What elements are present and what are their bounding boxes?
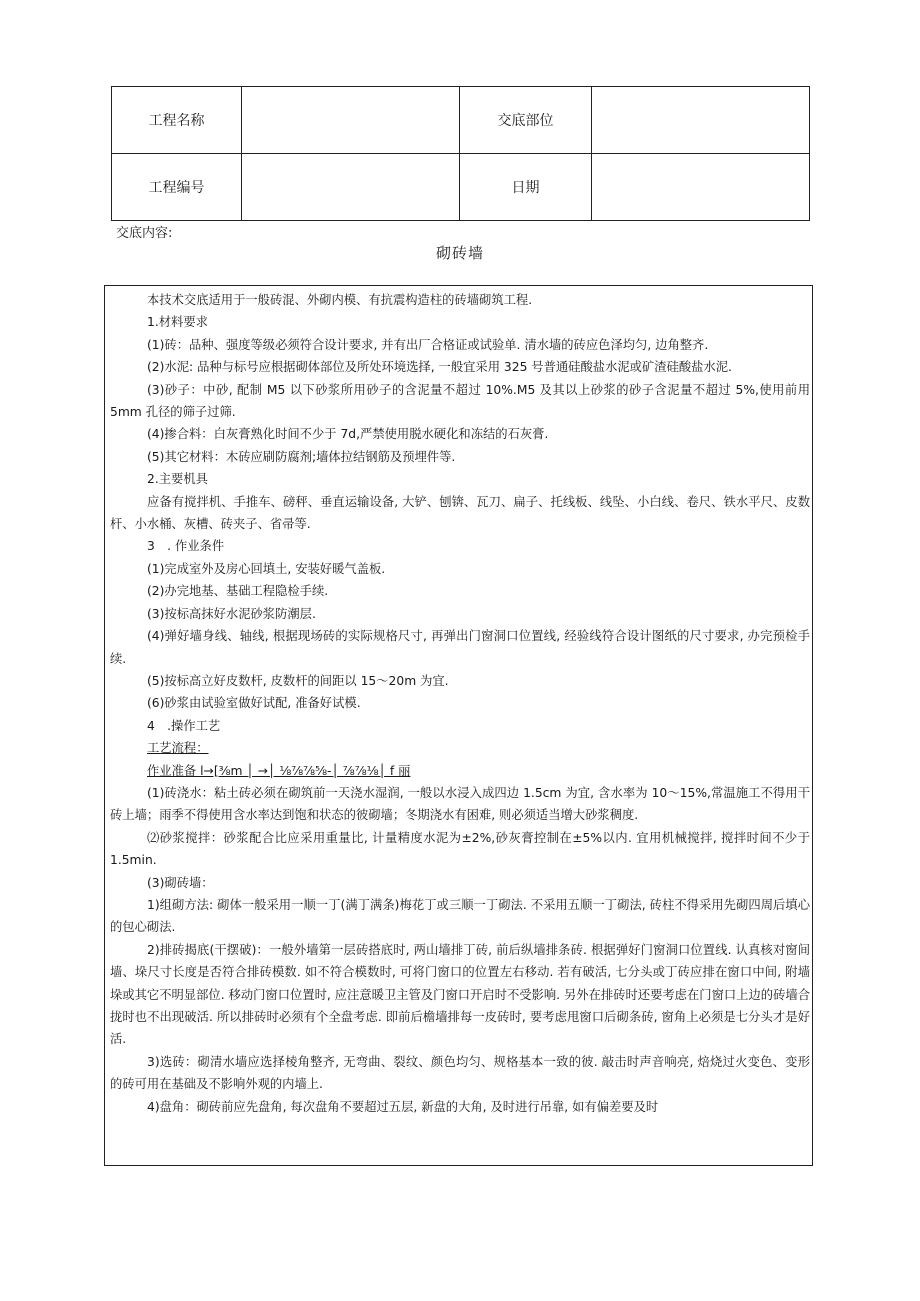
paragraph: (2)水泥: 品种与标号应根据砌体部位及所处环境选择, 一般宜采用 325 号普通硅酸盐水泥或矿渣硅酸盐水泥. xyxy=(147,360,732,375)
project-no-label: 工程编号 xyxy=(112,154,242,221)
process-flow-steps: 作业准备 l→[⅜m │ →│ ⅛⅞⅞⅝-│ ⅞⅞⅛│ f 丽 xyxy=(147,763,411,778)
paragraph: (6)砂浆由试验室做好试配, 准备好试模. xyxy=(147,696,361,711)
paragraph: (3)砂子：中砂, 配制 M5 以下砂浆所用砂子的含泥量不超过 10%.M5 及其以上砂浆的砂子含泥量不超过 5%,使用前用 5mm 孔径的筛子过筛. xyxy=(110,382,810,420)
paragraph: 应备有搅拌机、手推车、磅秤、垂直运输设备, 大铲、刨锛、瓦刀、扁子、托线板、线坠、小白线、卷尺、铁水平尺、皮数杆、小水桶、灰槽、砖夹子、省帚等. xyxy=(110,494,810,532)
paragraph: 2)排砖揭底(干摆破)：一般外墙第一层砖搭底时, 两山墙排丁砖, 前后纵墙排条砖. 根据弹好门窗洞口位置线. 认真核对窗间墙、垛尺寸长度是否符合排砖模数. 如不符合模数时, 可将门窗口的位置左右移动. 若有破活, 七分头或丁砖应排在窗口中间, 附墙垛或其它不明显部位. 移动门窗口位置时, 应注意暖卫主管及门窗口开启时不受影响. 另外在排砖时还要考虑在门窗口上边的砖墙合拢时也不出现破活. 所以排砖时必须有个全盘考虑. 即前后檐墙排每一皮砖时, 要考虑甩窗口后砌条砖, 窗角上必须是七分头才是好活. xyxy=(110,942,810,1047)
paragraph: 4)盘角：砌砖前应先盘角, 每次盘角不要超过五层, 新盘的大角, 及时进行吊靠, 如有偏差要及时 xyxy=(147,1099,659,1114)
project-no-field[interactable] xyxy=(242,154,460,221)
paragraph: (5)按标高立好皮数杆, 皮数杆的间距以 15～20m 为宜. xyxy=(147,673,449,688)
content-box xyxy=(104,285,813,1166)
document-title: 砌砖墙 xyxy=(435,244,484,262)
project-info-row xyxy=(112,154,810,221)
paragraph: (1)砖：品种、强度等级必须符合设计要求, 并有出厂合格证或试验单. 清水墙的砖应色泽均匀, 边角整齐. xyxy=(147,337,709,352)
section-heading: 1.材料要求 xyxy=(147,315,208,330)
paragraph: (2)办完地基、基础工程隐检手续. xyxy=(147,584,329,599)
section-heading: 2.主要机具 xyxy=(147,472,208,487)
project-name-field[interactable] xyxy=(242,87,460,154)
project-name-label: 工程名称 xyxy=(112,87,242,154)
location-field[interactable] xyxy=(592,87,810,154)
paragraph: (1)完成室外及房心回填土, 安装好暖气盖板. xyxy=(147,561,386,576)
project-info-table xyxy=(111,86,810,221)
paragraph: (1)砖浇水：粘土砖必须在砌筑前一天浇水湿润, 一般以水浸入成四边 1.5cm 为宜, 含水率为 10～15%,常温施工不得用干砖上墙；雨季不得使用含水率达到饱和状态的彼砌墙；冬期浇水有困难, 则必须适当增大砂浆稠度. xyxy=(110,785,810,823)
paragraph: 3)选砖：砌清水墙应选择棱角整齐, 无弯曲、裂纹、颜色均匀、规格基本一致的彼. 敲击时声音响亮, 焙烧过火变色、变形的砖可用在基础及不影响外观的内墙上. xyxy=(110,1054,810,1092)
content-body xyxy=(110,289,810,1118)
intro-paragraph: 本技术交底适用于一般砖混、外砌内模、有抗震构造柱的砖墙砌筑工程. xyxy=(147,293,533,307)
paragraph: 1)组砌方法: 砌体一般采用一顺一丁(满丁满条)梅花丁或三顺一丁砌法. 不采用五顺一丁砌法, 砖柱不得采用先砌四周后填心的包心砌法. xyxy=(110,897,810,935)
paragraph: (5)其它材料：木砖应刷防腐剂;墙体拉结钢筋及预埋件等. xyxy=(147,449,456,464)
location-label: 交底部位 xyxy=(460,87,592,154)
section-heading: 4 .操作工艺 xyxy=(147,718,221,733)
paragraph: (4)弹好墙身线、轴线, 根据现场砖的实际规格尺寸, 再弹出门窗洞口位置线, 经验线符合设计图纸的尺寸要求, 办完预检手续. xyxy=(110,629,810,666)
project-info-row xyxy=(112,87,810,154)
date-field[interactable] xyxy=(592,154,810,221)
paragraph: ⑵砂浆搅拌：砂浆配合比应采用重量比, 计量精度水泥为±2%,砂灰膏控制在±5%以内. 宜用机械搅拌, 搅拌时间不少于 1.5min. xyxy=(110,830,810,868)
process-flow-line xyxy=(110,760,810,782)
paragraph: (3)按标高抹好水泥砂浆防潮层. xyxy=(147,606,316,621)
date-label: 日期 xyxy=(460,154,592,221)
paragraph: (3)砌砖墙： xyxy=(147,875,214,890)
process-flow-label: 工艺流程： xyxy=(147,741,209,756)
content-label: 交底内容: xyxy=(116,226,173,241)
section-heading: 3 . 作业条件 xyxy=(147,539,225,554)
paragraph: (4)掺合料：白灰膏熟化时间不少于 7d,严禁使用脱水硬化和冻结的石灰膏. xyxy=(147,427,549,442)
process-flow-heading xyxy=(110,737,810,759)
